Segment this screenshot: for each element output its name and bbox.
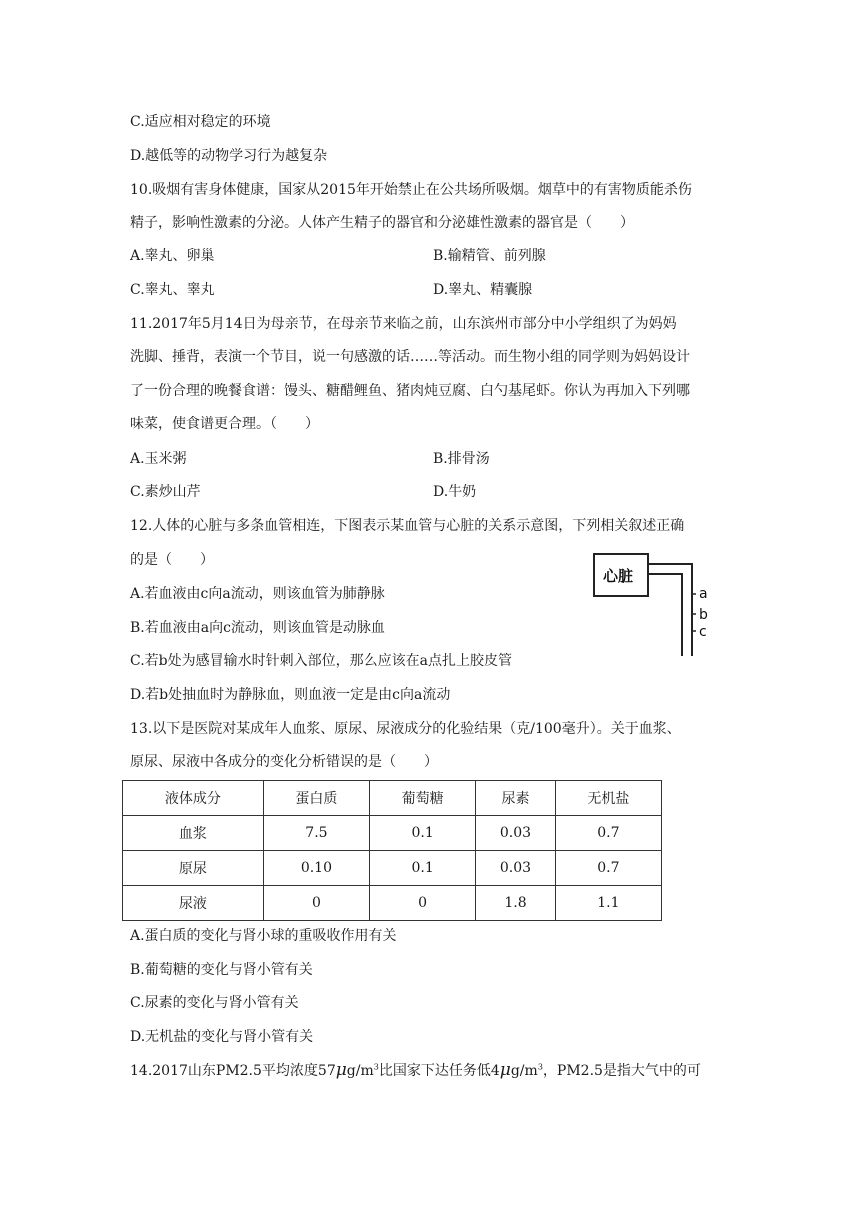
point-b-label: b — [699, 607, 708, 623]
table-header-cell: 液体成分 — [123, 781, 264, 816]
option-12a: A.若血液由c向a流动，则该血管为肺静脉 — [130, 586, 385, 602]
q14-sup-2: 3 — [537, 1062, 543, 1072]
q14-sup-1: 3 — [373, 1062, 379, 1072]
question-11-line-4: 味菜，使食谱更合理。（ ） — [130, 416, 319, 432]
question-13-line-1: 13.以下是医院对某成年人血浆、原尿、尿液成分的化验结果（克/100毫升）。关于血浆、 — [130, 721, 681, 737]
option-10d: D.睾丸、精囊腺 — [433, 282, 533, 298]
table-header-cell: 尿素 — [476, 781, 555, 816]
table-cell: 血浆 — [123, 816, 264, 851]
table-row — [123, 886, 662, 921]
question-11-line-3: 了一份合理的晚餐食谱：馒头、糖醋鲤鱼、猪肉炖豆腐、白勺基尾虾。你认为再加入下列哪 — [130, 383, 690, 399]
table-row — [123, 851, 662, 886]
option-9c: C.适应相对稳定的环境 — [130, 114, 271, 130]
option-13a: A.蛋白质的变化与肾小球的重吸收作用有关 — [130, 928, 397, 944]
question-13-line-2: 原尿、尿液中各成分的变化分析错误的是（ ） — [130, 754, 438, 770]
table-cell: 0 — [263, 886, 369, 921]
option-12c: C.若b处为感冒输水时针刺入部位，那么应该在a点扎上胶皮管 — [130, 653, 512, 669]
question-10-line-1: 10.吸烟有害身体健康，国家从2015年开始禁止在公共场所吸烟。烟草中的有害物质能杀伤 — [130, 182, 692, 198]
option-13b: B.葡萄糖的变化与肾小管有关 — [130, 962, 313, 978]
table-row — [123, 816, 662, 851]
q14-mu-2: μ — [499, 1060, 511, 1080]
option-10a: A.睾丸、卵巢 — [130, 248, 215, 264]
table-header-row — [123, 781, 662, 816]
option-11b: B.排骨汤 — [433, 451, 490, 467]
q14-text-b: g/m — [346, 1063, 374, 1079]
q14-mu-1: μ — [335, 1060, 347, 1080]
table-header-cell: 葡萄糖 — [370, 781, 476, 816]
point-a-label: a — [699, 586, 708, 602]
table-header-cell: 无机盐 — [555, 781, 661, 816]
table-cell: 0.7 — [555, 816, 661, 851]
point-c-label: c — [699, 624, 707, 640]
option-13c: C.尿素的变化与肾小管有关 — [130, 995, 299, 1011]
table-cell: 1.1 — [555, 886, 661, 921]
table-cell: 0.10 — [263, 851, 369, 886]
question-14-line-1 — [130, 1060, 701, 1081]
option-12b: B.若血液由a向c流动，则该血管是动脉血 — [130, 620, 385, 636]
question-12-line-1: 12.人体的心脏与多条血管相连，下图表示某血管与心脏的关系示意图，下列相关叙述正确 — [130, 518, 685, 534]
option-11d: D.牛奶 — [433, 484, 477, 500]
question-11-line-2: 洗脚、捶背，表演一个节目，说一句感激的话……等活动。而生物小组的同学则为妈妈设计 — [130, 349, 690, 365]
table-cell: 0.03 — [476, 851, 555, 886]
heart-vessel-diagram — [592, 552, 722, 662]
question-12-line-2: 的是（ ） — [130, 552, 214, 568]
lab-results-table — [122, 780, 662, 921]
table-header-cell: 蛋白质 — [263, 781, 369, 816]
table-cell: 0.7 — [555, 851, 661, 886]
q14-text-a: 14.2017山东PM2.5平均浓度57 — [130, 1063, 336, 1079]
option-10c: C.睾丸、睾丸 — [130, 282, 215, 298]
question-11-line-1: 11.2017年5月14日为母亲节，在母亲节来临之前，山东滨州市部分中小学组织了为妈妈 — [130, 316, 677, 332]
option-10b: B.输精管、前列腺 — [433, 248, 546, 264]
table-cell: 0.03 — [476, 816, 555, 851]
q14-text-c: 比国家下达任务低4 — [378, 1063, 500, 1079]
table-cell: 7.5 — [263, 816, 369, 851]
table-cell: 1.8 — [476, 886, 555, 921]
question-10-line-2: 精子，影响性激素的分泌。人体产生精子的器官和分泌雄性激素的器官是（ ） — [130, 215, 634, 231]
table-cell: 0 — [370, 886, 476, 921]
q14-text-d: g/m — [510, 1063, 538, 1079]
option-9d: D.越低等的动物学习行为越复杂 — [130, 148, 328, 164]
heart-label: 心脏 — [603, 567, 634, 585]
option-13d: D.无机盐的变化与肾小管有关 — [130, 1029, 314, 1045]
table-cell: 原尿 — [123, 851, 264, 886]
option-11c: C.素炒山芹 — [130, 484, 201, 500]
table-cell: 尿液 — [123, 886, 264, 921]
option-12d: D.若b处抽血时为静脉血，则血液一定是由c向a流动 — [130, 687, 451, 703]
table-cell: 0.1 — [370, 851, 476, 886]
q14-text-e: ，PM2.5是指大气中的可 — [542, 1063, 701, 1079]
table-cell: 0.1 — [370, 816, 476, 851]
vessel-inner-wall — [648, 574, 682, 656]
vessel-outer-wall — [648, 564, 692, 656]
option-11a: A.玉米粥 — [130, 451, 187, 467]
